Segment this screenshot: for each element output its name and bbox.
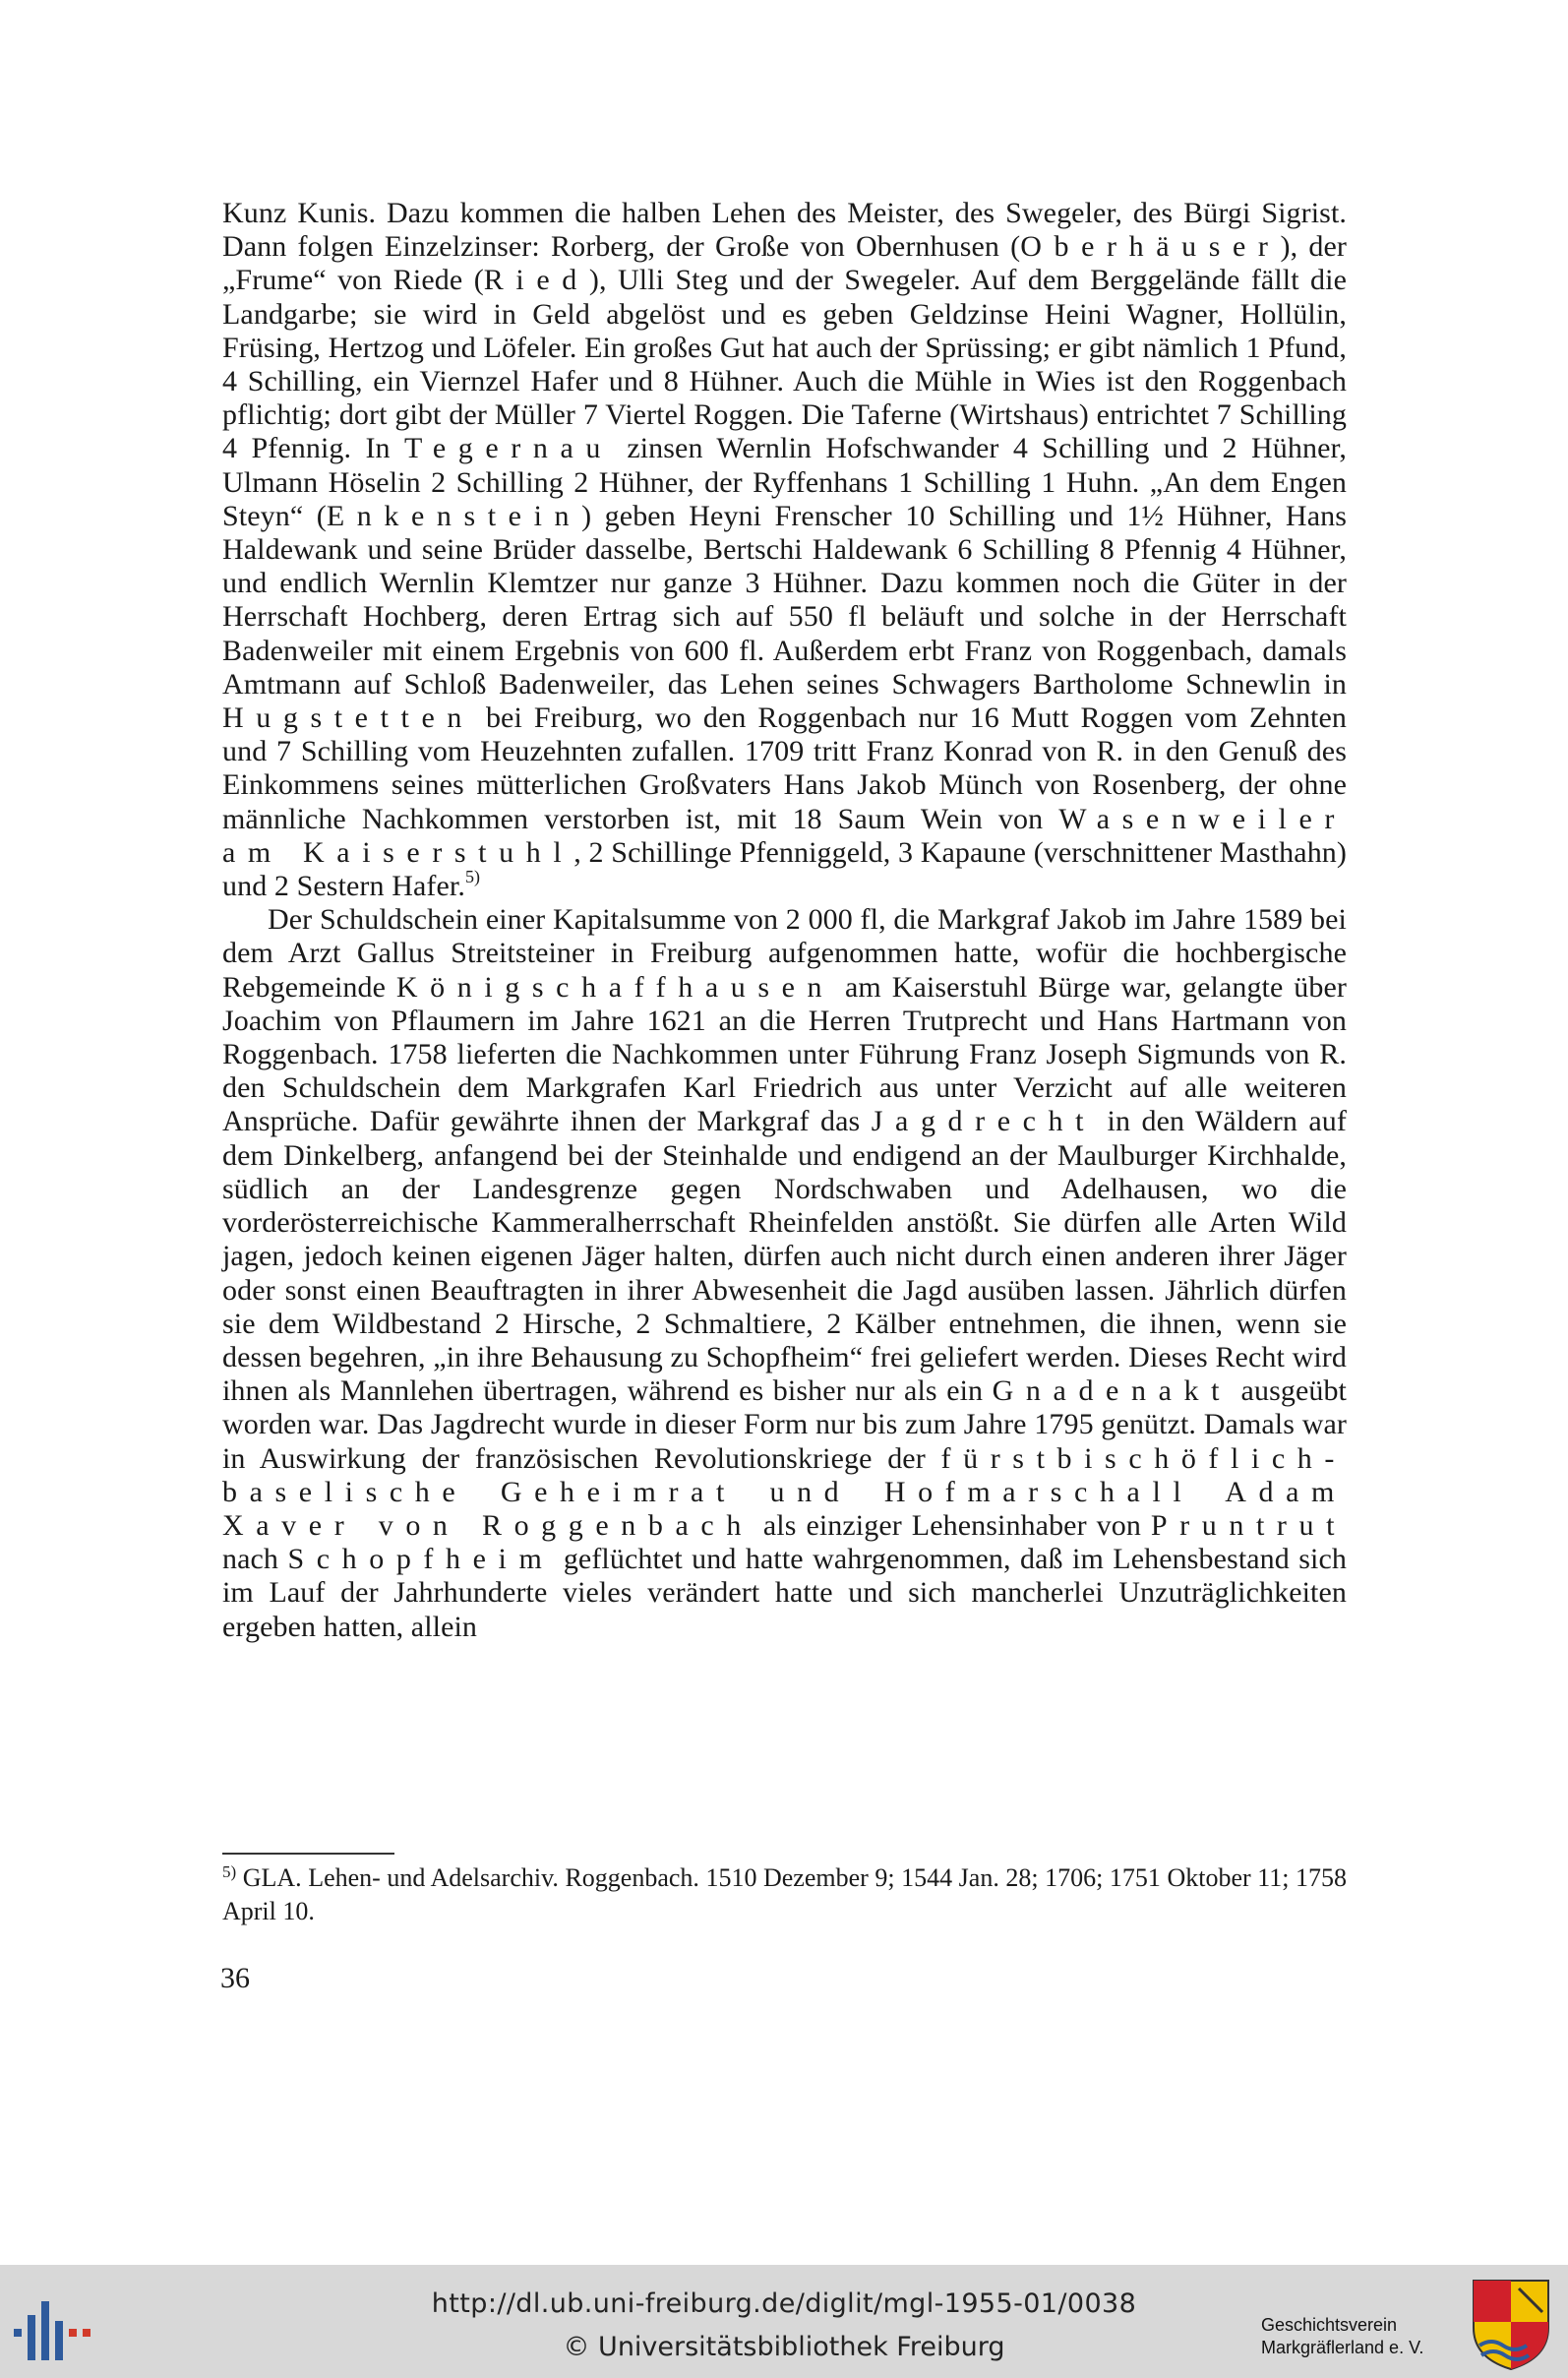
- footer-bar: [0, 2265, 1568, 2378]
- spaced-name: Wasenweiler am Kaiserstuhl: [222, 802, 1347, 869]
- spaced-name: Ried: [483, 264, 589, 297]
- text-run: am Kaiserstuhl Bürge war, gelangte über Joachim von Pflaumern im Jahre 1621 an die Herren Trutprecht und Hans Hartmann von Roggenbach. 1758 lieferten die Nachkommen unter Führung Franz Joseph Sigmunds von R. den Schuldschein dem Markgrafen Karl Friedrich aus unter Verzicht auf alle weiteren Ansprüche. Dafür gewährte ihnen der Markgraf das: [222, 970, 1347, 1138]
- society-name-line-1: Geschichtsverein: [1261, 2315, 1398, 2335]
- source-url-link[interactable]: http://dl.ub.uni-freiburg.de/diglit/mgl-1955-01/0038: [431, 2288, 1137, 2319]
- paragraph-1: [222, 197, 1347, 903]
- footnote: [222, 1862, 1347, 1926]
- text-run: als einziger Lehensinhaber von: [753, 1508, 1151, 1542]
- footnote-text: GLA. Lehen- und Adelsarchiv. Roggenbach. 1510 Dezember 9; 1544 Jan. 28; 1706; 1751 Oktober 11; 1758 April 10.: [222, 1863, 1347, 1925]
- text-run: Der Schuldschein einer Kapitalsumme von 2 000 fl, die Markgraf Jakob im Jahre 1589 bei dem Arzt Gallus Streitsteiner in Freiburg aufgenommen hatte, wofür die hochbergische Rebgemeinde: [222, 903, 1347, 1004]
- text-run: , 2 Schillinge Pfenniggeld, 3 Kapaune (verschnittener Masthahn) und 2 Sestern Hafer.: [222, 835, 1347, 903]
- text-run: ausgeübt worden war. Das Jagdrecht wurde in dieser Form nur bis zum Jahre 1795 genützt. Damals war in Auswirkung der französischen Revolutionskriege der: [222, 1374, 1347, 1475]
- text-run: geflüchtet und hatte wahrgenommen, daß im Lehensbestand sich im Lauf der Jahrhunderte vieles verändert hatte und sich mancherlei Unzuträglichkeiten ergeben hatten, allein: [222, 1543, 1347, 1643]
- footnote-mark: 5): [222, 1862, 237, 1881]
- text-run: zinsen Wernlin Hofschwander 4 Schilling und 2 Hühner, Ulmann Höselin 2 Schilling 2 Hühner, der Ryffenhans 1 Schilling 1 Huhn. „An dem Engen Steyn“ (: [222, 432, 1347, 532]
- text-run: ), der „Frume“ von Riede (: [222, 230, 1347, 297]
- spaced-name: Gnadenakt: [992, 1374, 1233, 1408]
- text-run: nach: [222, 1543, 288, 1576]
- spaced-name: Oberhäuser: [1020, 230, 1281, 264]
- spaced-name: Tegernau: [404, 432, 613, 465]
- text-run: in den Wäldern auf dem Dinkelberg, anfangend bei der Steinhalde und endigend an der Maulburger Kirchhalde, südlich an der Landesgrenze gegen Nordschwaben und Adelhausen, wo die vorderösterreichische Kammeralherrschaft Rheinfelden anstößt. Sie dürfen alle Arten Wild jagen, jedoch keinen eigenen Jäger halten, dürfen auch nicht durch einen anderen ihrer Jäger oder sonst einen Beauftragten in ihrer Abwesenheit die Jagd ausüben lassen. Jährlich dürfen sie dem Wildbestand 2 Hirsche, 2 Schmaltiere, 2 Kälber entnehmen, die ihnen, wenn sie dessen begehren, „in ihre Behausung zu Schopfheim“ frei geliefert werden. Dieses Recht wird ihnen als Mannlehen übertragen, während es bisher nur als ein: [222, 1105, 1347, 1408]
- spaced-name: Enkenstein: [326, 499, 582, 532]
- text-run: ) geben Heyni Frenscher 10 Schilling und 1½ Hühner, Hans Haldewank und seine Brüder dasselbe, Bertschi Haldewank 6 Schilling 8 Pfennig 4 Hühner, und endlich Wernlin Klemtzer nur ganze 3 Hühner. Dazu kommen noch die Güter in der Herrschaft Hochberg, deren Ertrag sich auf 550 fl beläuft und solche in der Herrschaft Badenweiler mit einem Ergebnis von 600 fl. Außerdem erbt Franz von Roggenbach, damals Amtmann auf Schloß Badenweiler, das Lehen seines Schwagers Bartholome Schnewlin in: [222, 499, 1347, 701]
- body-text: [222, 197, 1347, 1644]
- spaced-name: fürstbischöflich-baselische Geheimrat und Hofmarschall Adam Xaver von Roggenbach: [222, 1441, 1347, 1542]
- spaced-name: Pruntrut: [1150, 1508, 1348, 1542]
- text-run: ), Ulli Steg und der Swegeler. Auf dem Berggelände fällt die Landgarbe; sie wird in Geld abgelöst und es geben Geldzinse Heini Wagner, Hollülin, Früsing, Hertzog und Löfeler. Ein großes Gut hat auch der Sprüssing; er gibt nämlich 1 Pfund, 4 Schilling, ein Viernzel Hafer und 8 Hühner. Auch die Mühle in Wies ist den Roggenbach pflichtig; dort gibt der Müller 7 Viertel Roggen. Die Taferne (Wirtshaus) entrichtet 7 Schilling 4 Pfennig. In: [222, 264, 1348, 465]
- footnote-ref[interactable]: 5): [464, 867, 481, 887]
- spaced-name: Hugstetten: [222, 701, 474, 735]
- society-name-line-2: Markgräflerland e. V.: [1261, 2338, 1424, 2357]
- spaced-name: Jagdrecht: [871, 1105, 1097, 1138]
- coat-of-arms-icon: [1470, 2277, 1552, 2371]
- society-name: [1261, 2314, 1458, 2359]
- page-number: 36: [220, 1962, 250, 1994]
- text-run: Kunz Kunis. Dazu kommen die halben Lehen des Meister, des Swegeler, des Bürgi Sigrist. Dann folgen Einzelzinser: Rorberg, der Große von Obernhusen (: [222, 197, 1347, 264]
- spaced-name: Königschaffhausen: [395, 970, 835, 1004]
- footnote-rule: [222, 1853, 394, 1855]
- paragraph-2: [222, 903, 1347, 1643]
- copyright-text: © Universitätsbibliothek Freiburg: [563, 2332, 1005, 2362]
- spaced-name: Schopfheim: [287, 1543, 555, 1576]
- text-run: bei Freiburg, wo den Roggenbach nur 16 Mutt Roggen vom Zehnten und 7 Schilling vom Heuzehnten zufallen. 1709 tritt Franz Konrad von R. in den Genuß des Einkommens seines mütterlichen Großvaters Hans Jakob Münch von Rosenberg, der ohne männliche Nachkommen verstorben ist, mit 18 Saum Wein von: [222, 701, 1347, 835]
